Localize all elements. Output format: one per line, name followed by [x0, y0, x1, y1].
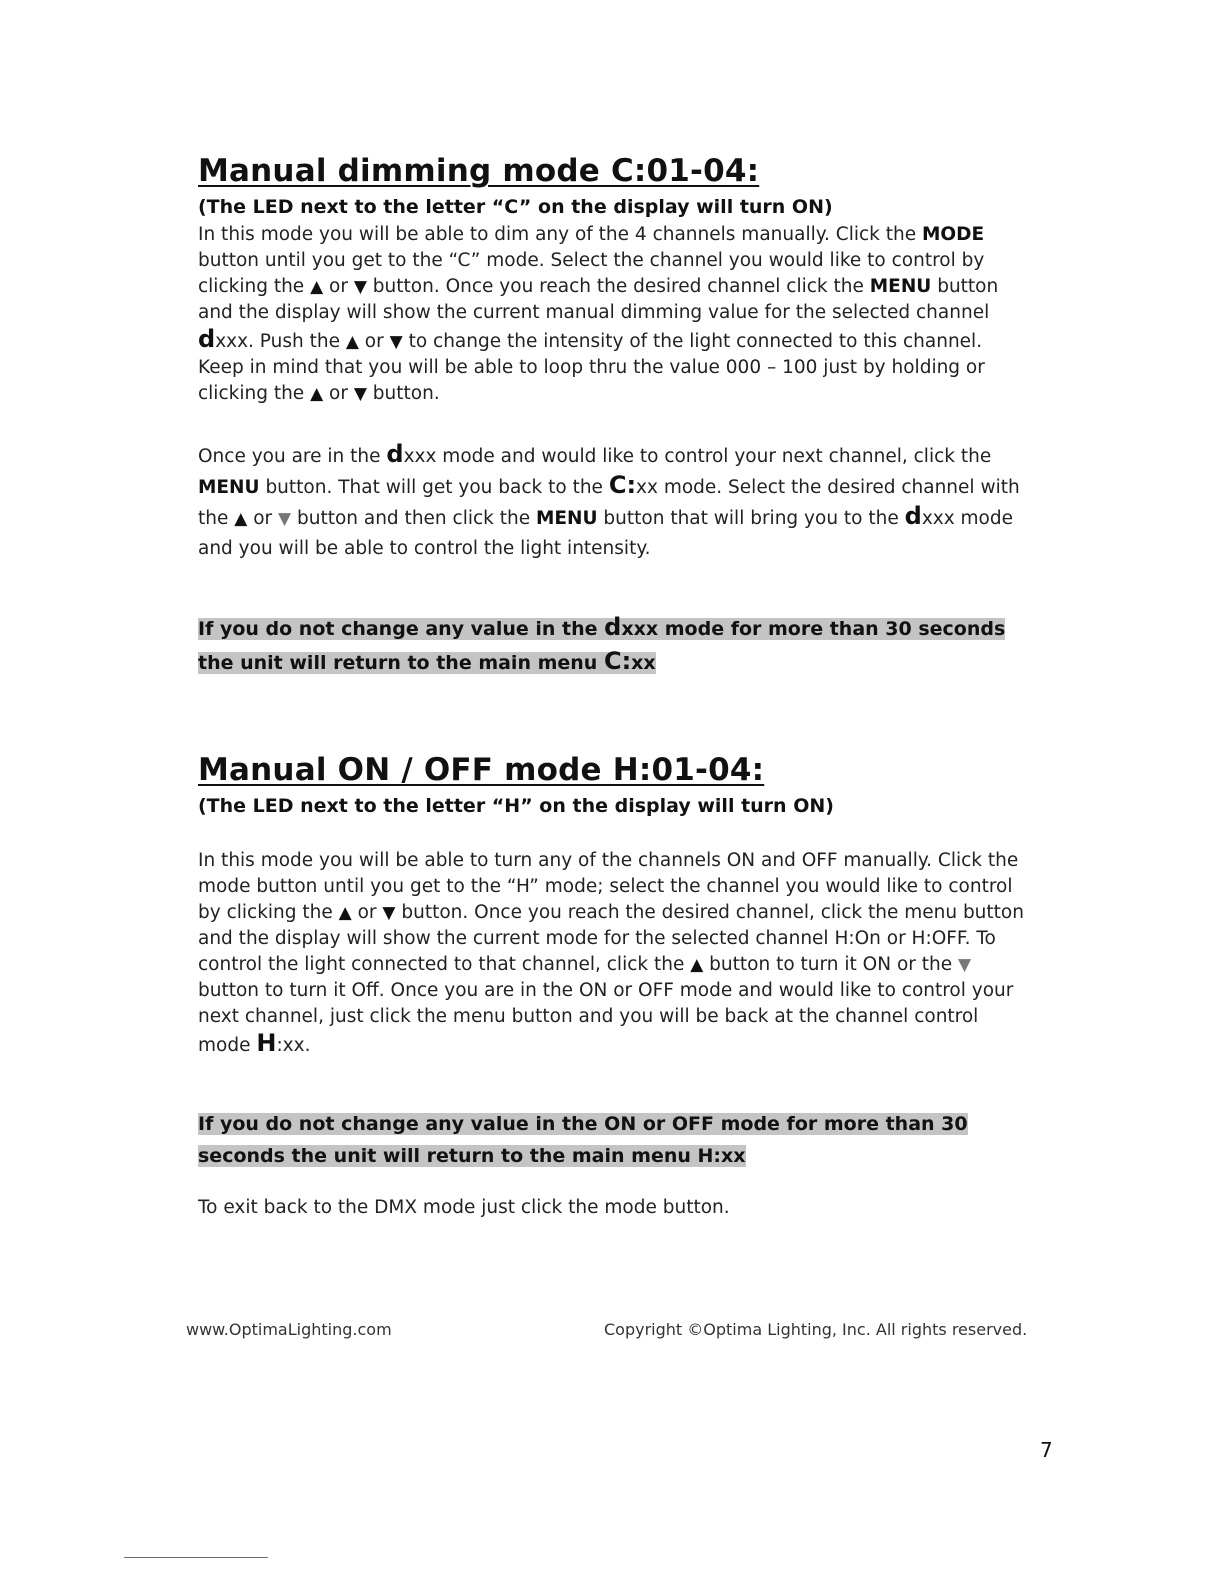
mode-keyword: MODE [922, 224, 985, 245]
up-arrow-icon: ▲ [310, 384, 324, 404]
down-arrow-icon: ▼ [278, 509, 292, 529]
section1-title: Manual dimming mode C:01-04: [198, 153, 760, 189]
section2-title: Manual ON / OFF mode H:01-04: [198, 752, 765, 788]
section1-paragraph2: Once you are in the dxxx mode and would like to control your next channel, click the MENU button. That will get you back to the C:xx mode. Select the desired channel with the ▲ or ▼ button and then click the MENU button that will bring you to the dxxx mode and you will be able to control the light intensity. [198, 440, 1020, 559]
d-letter: d [386, 440, 404, 468]
up-arrow-icon: ▲ [310, 277, 324, 297]
exit-instruction: To exit back to the DMX mode just click the mode button. [198, 1197, 730, 1218]
footer-divider [124, 1557, 268, 1558]
d-letter: d [904, 502, 922, 530]
footer-copyright: Copyright ©Optima Lighting, Inc. All rights reserved. [604, 1320, 1028, 1339]
section1-subtitle: (The LED next to the letter “C” on the display will turn ON) [198, 196, 833, 218]
page-number: 7 [1040, 1438, 1053, 1462]
down-arrow-icon: ▼ [389, 332, 403, 352]
c-letter: C: [608, 471, 637, 499]
down-arrow-icon: ▼ [958, 955, 972, 975]
up-arrow-icon: ▲ [234, 509, 248, 529]
section1-paragraph1: In this mode you will be able to dim any of the 4 channels manually. Click the MODE button until you get to the “C” mode. Select the channel you would like to control by clicking the ▲ or ▼ button. Once you reach the desired channel click the MENU button and the display will show the current manual dimming value for the selected channel dxxx. Push the ▲ or ▼ to change the intensity of the light connected to this channel. Keep in mind that you will be able to loop thru the value 000 – 100 just by holding or clicking the ▲ or ▼ button. [198, 224, 999, 404]
section2-subtitle: (The LED next to the letter “H” on the display will turn ON) [198, 795, 834, 817]
d-letter: d [198, 325, 216, 353]
section2-warning-note: If you do not change any value in the ON or OFF mode for more than 30 seconds the unit will return to the main menu H:xx [198, 1113, 968, 1167]
menu-keyword: MENU [535, 508, 598, 529]
footer-website: www.OptimaLighting.com [186, 1320, 392, 1339]
down-arrow-icon: ▼ [353, 384, 367, 404]
up-arrow-icon: ▲ [690, 955, 704, 975]
section1-warning-note: If you do not change any value in the dxxx mode for more than 30 seconds the unit will return to the main menu C:xx [198, 613, 1006, 675]
down-arrow-icon: ▼ [353, 277, 367, 297]
menu-keyword: MENU [198, 477, 260, 498]
section2-paragraph1: In this mode you will be able to turn any of the channels ON and OFF manually. Click the mode button until you get to the “H” mode; select the channel you would like to control by clicking the ▲ or ▼ button. Once you reach the desired channel, click the menu button and the display will show the current mode for the selected channel H:On or H:OFF. To control the light connected to that channel, click the ▲ button to turn it ON or the ▼ button to turn it Off. Once you are in the ON or OFF mode and would like to control your next channel, just click the menu button and you will be back at the channel control mode H:xx. [198, 850, 1024, 1057]
up-arrow-icon: ▲ [345, 332, 359, 352]
menu-keyword: MENU [869, 276, 932, 297]
h-letter: H [256, 1029, 277, 1057]
up-arrow-icon: ▲ [338, 903, 352, 923]
down-arrow-icon: ▼ [382, 903, 396, 923]
